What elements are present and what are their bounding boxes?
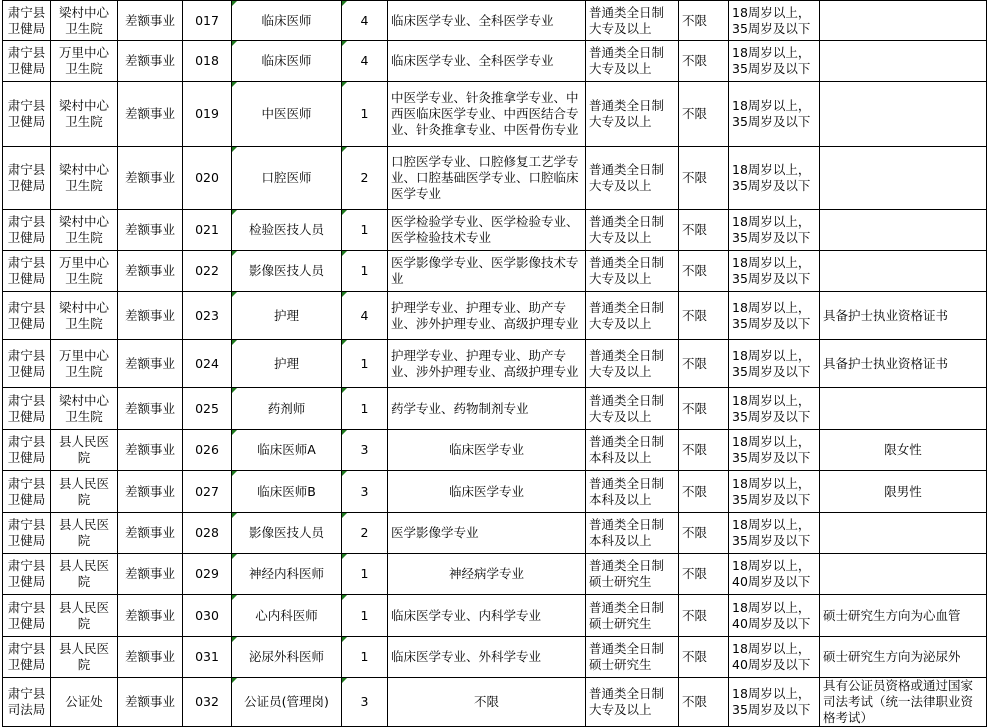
cell-post-name: 泌尿外科医师 [232, 637, 342, 678]
cell-education: 普通类全日制大专及以上 [586, 1, 679, 41]
cell-department: 肃宁县卫健局 [3, 554, 51, 595]
cell-political-status: 不限 [679, 513, 729, 554]
cell-post-name: 临床医师A [232, 430, 342, 471]
cell-major: 医学检验学专业、医学检验专业、医学检验技术专业 [388, 210, 586, 251]
cell-funding-type: 差额事业 [118, 1, 183, 41]
cell-other-requirements [820, 1, 987, 41]
cell-funding-type: 差额事业 [118, 147, 183, 210]
cell-education: 普通类全日制硕士研究生 [586, 554, 679, 595]
table-row [3, 513, 987, 554]
job-table [2, 0, 987, 727]
cell-unit: 梁村中心卫生院 [51, 292, 118, 340]
cell-major: 临床医学专业、内科学专业 [388, 595, 586, 637]
cell-post-name: 药剂师 [232, 388, 342, 430]
cell-other-requirements [820, 82, 987, 147]
cell-unit: 万里中心卫生院 [51, 41, 118, 82]
cell-post-code: 024 [183, 340, 232, 388]
cell-post-name: 检验医技人员 [232, 210, 342, 251]
cell-age: 18周岁以上，35周岁及以下 [729, 513, 820, 554]
cell-unit: 梁村中心卫生院 [51, 210, 118, 251]
cell-education: 普通类全日制本科及以上 [586, 471, 679, 513]
cell-education: 普通类全日制大专及以上 [586, 251, 679, 292]
cell-major: 临床医学专业、全科医学专业 [388, 41, 586, 82]
cell-political-status: 不限 [679, 147, 729, 210]
cell-education: 普通类全日制硕士研究生 [586, 595, 679, 637]
cell-major: 医学影像学专业 [388, 513, 586, 554]
cell-headcount: 1 [342, 82, 388, 147]
cell-post-name: 公证员(管理岗) [232, 678, 342, 727]
cell-department: 肃宁县卫健局 [3, 292, 51, 340]
cell-major: 药学专业、药物制剂专业 [388, 388, 586, 430]
cell-unit: 县人民医院 [51, 554, 118, 595]
cell-age: 18周岁以上，35周岁及以下 [729, 471, 820, 513]
cell-department: 肃宁县卫健局 [3, 82, 51, 147]
table-row [3, 430, 987, 471]
cell-post-name: 影像医技人员 [232, 513, 342, 554]
cell-unit: 县人民医院 [51, 430, 118, 471]
cell-headcount: 1 [342, 251, 388, 292]
cell-post-code: 032 [183, 678, 232, 727]
table-row [3, 388, 987, 430]
cell-major: 临床医学专业 [388, 430, 586, 471]
table-row [3, 147, 987, 210]
table-row [3, 210, 987, 251]
cell-post-code: 018 [183, 41, 232, 82]
cell-education: 普通类全日制大专及以上 [586, 678, 679, 727]
cell-department: 肃宁县卫健局 [3, 471, 51, 513]
cell-age: 18周岁以上，35周岁及以下 [729, 678, 820, 727]
cell-funding-type: 差额事业 [118, 82, 183, 147]
cell-political-status: 不限 [679, 340, 729, 388]
cell-unit: 梁村中心卫生院 [51, 1, 118, 41]
cell-department: 肃宁县卫健局 [3, 388, 51, 430]
cell-other-requirements [820, 388, 987, 430]
table-row [3, 554, 987, 595]
cell-age: 18周岁以上，40周岁及以下 [729, 554, 820, 595]
cell-post-code: 025 [183, 388, 232, 430]
cell-major: 口腔医学专业、口腔修复工艺学专业、口腔基础医学专业、口腔临床医学专业 [388, 147, 586, 210]
cell-major: 临床医学专业、全科医学专业 [388, 1, 586, 41]
cell-unit: 公证处 [51, 678, 118, 727]
cell-other-requirements [820, 513, 987, 554]
cell-department: 肃宁县卫健局 [3, 513, 51, 554]
cell-post-name: 中医医师 [232, 82, 342, 147]
cell-political-status: 不限 [679, 388, 729, 430]
cell-other-requirements [820, 41, 987, 82]
table-row [3, 292, 987, 340]
cell-headcount: 1 [342, 637, 388, 678]
cell-education: 普通类全日制大专及以上 [586, 340, 679, 388]
cell-other-requirements [820, 210, 987, 251]
cell-age: 18周岁以上，35周岁及以下 [729, 388, 820, 430]
cell-unit: 万里中心卫生院 [51, 340, 118, 388]
cell-unit: 县人民医院 [51, 595, 118, 637]
cell-headcount: 4 [342, 292, 388, 340]
cell-unit: 万里中心卫生院 [51, 251, 118, 292]
table-row [3, 82, 987, 147]
cell-headcount: 1 [342, 210, 388, 251]
cell-post-code: 020 [183, 147, 232, 210]
cell-post-code: 027 [183, 471, 232, 513]
cell-funding-type: 差额事业 [118, 388, 183, 430]
cell-funding-type: 差额事业 [118, 554, 183, 595]
cell-major: 护理学专业、护理专业、助产专业、涉外护理专业、高级护理专业 [388, 340, 586, 388]
cell-major: 临床医学专业 [388, 471, 586, 513]
cell-headcount: 1 [342, 595, 388, 637]
cell-political-status: 不限 [679, 292, 729, 340]
cell-post-code: 026 [183, 430, 232, 471]
cell-age: 18周岁以上，35周岁及以下 [729, 41, 820, 82]
cell-political-status: 不限 [679, 82, 729, 147]
cell-funding-type: 差额事业 [118, 513, 183, 554]
cell-unit: 县人民医院 [51, 471, 118, 513]
cell-other-requirements: 具有公证员资格或通过国家司法考试（统一法律职业资格考试） [820, 678, 987, 727]
cell-political-status: 不限 [679, 430, 729, 471]
cell-political-status: 不限 [679, 637, 729, 678]
cell-other-requirements: 限男性 [820, 471, 987, 513]
cell-unit: 梁村中心卫生院 [51, 147, 118, 210]
cell-political-status: 不限 [679, 554, 729, 595]
cell-unit: 梁村中心卫生院 [51, 388, 118, 430]
cell-post-code: 031 [183, 637, 232, 678]
cell-post-name: 临床医师B [232, 471, 342, 513]
cell-political-status: 不限 [679, 41, 729, 82]
cell-education: 普通类全日制本科及以上 [586, 513, 679, 554]
cell-education: 普通类全日制大专及以上 [586, 388, 679, 430]
cell-age: 18周岁以上，35周岁及以下 [729, 210, 820, 251]
cell-political-status: 不限 [679, 210, 729, 251]
table-row [3, 678, 987, 727]
cell-other-requirements: 限女性 [820, 430, 987, 471]
cell-unit: 县人民医院 [51, 513, 118, 554]
cell-department: 肃宁县卫健局 [3, 340, 51, 388]
cell-department: 肃宁县卫健局 [3, 210, 51, 251]
cell-major: 中医学专业、针灸推拿学专业、中西医临床医学专业、中西医结合专业、针灸推拿专业、中医骨伤专业 [388, 82, 586, 147]
cell-major: 临床医学专业、外科学专业 [388, 637, 586, 678]
cell-post-code: 030 [183, 595, 232, 637]
cell-headcount: 2 [342, 147, 388, 210]
cell-other-requirements: 具备护士执业资格证书 [820, 340, 987, 388]
cell-other-requirements [820, 251, 987, 292]
cell-other-requirements [820, 147, 987, 210]
cell-major: 护理学专业、护理专业、助产专业、涉外护理专业、高级护理专业 [388, 292, 586, 340]
cell-post-name: 护理 [232, 292, 342, 340]
cell-education: 普通类全日制大专及以上 [586, 147, 679, 210]
cell-headcount: 3 [342, 471, 388, 513]
cell-education: 普通类全日制大专及以上 [586, 82, 679, 147]
cell-age: 18周岁以上，35周岁及以下 [729, 147, 820, 210]
table-row [3, 340, 987, 388]
cell-age: 18周岁以上，35周岁及以下 [729, 430, 820, 471]
cell-post-code: 019 [183, 82, 232, 147]
cell-department: 肃宁县卫健局 [3, 1, 51, 41]
cell-funding-type: 差额事业 [118, 678, 183, 727]
cell-funding-type: 差额事业 [118, 637, 183, 678]
cell-major: 神经病学专业 [388, 554, 586, 595]
table-row [3, 41, 987, 82]
cell-department: 肃宁县卫健局 [3, 637, 51, 678]
cell-unit: 梁村中心卫生院 [51, 82, 118, 147]
cell-funding-type: 差额事业 [118, 210, 183, 251]
cell-education: 普通类全日制大专及以上 [586, 210, 679, 251]
cell-political-status: 不限 [679, 678, 729, 727]
cell-department: 肃宁县卫健局 [3, 41, 51, 82]
table-row [3, 595, 987, 637]
cell-funding-type: 差额事业 [118, 471, 183, 513]
cell-education: 普通类全日制本科及以上 [586, 430, 679, 471]
cell-education: 普通类全日制大专及以上 [586, 292, 679, 340]
cell-headcount: 4 [342, 41, 388, 82]
cell-post-name: 影像医技人员 [232, 251, 342, 292]
cell-age: 18周岁以上，35周岁及以下 [729, 1, 820, 41]
cell-post-name: 临床医师 [232, 41, 342, 82]
cell-post-name: 临床医师 [232, 1, 342, 41]
cell-other-requirements [820, 554, 987, 595]
cell-other-requirements: 硕士研究生方向为心血管 [820, 595, 987, 637]
cell-political-status: 不限 [679, 1, 729, 41]
cell-political-status: 不限 [679, 251, 729, 292]
cell-political-status: 不限 [679, 471, 729, 513]
cell-funding-type: 差额事业 [118, 430, 183, 471]
cell-headcount: 2 [342, 513, 388, 554]
cell-funding-type: 差额事业 [118, 41, 183, 82]
cell-headcount: 3 [342, 430, 388, 471]
cell-headcount: 4 [342, 1, 388, 41]
cell-major: 不限 [388, 678, 586, 727]
cell-headcount: 1 [342, 388, 388, 430]
cell-post-name: 心内科医师 [232, 595, 342, 637]
cell-department: 肃宁县司法局 [3, 678, 51, 727]
table-row [3, 1, 987, 41]
cell-post-code: 017 [183, 1, 232, 41]
cell-department: 肃宁县卫健局 [3, 595, 51, 637]
cell-education: 普通类全日制硕士研究生 [586, 637, 679, 678]
cell-post-name: 口腔医师 [232, 147, 342, 210]
cell-post-code: 028 [183, 513, 232, 554]
cell-post-code: 022 [183, 251, 232, 292]
cell-post-code: 029 [183, 554, 232, 595]
cell-headcount: 3 [342, 678, 388, 727]
cell-education: 普通类全日制大专及以上 [586, 41, 679, 82]
cell-age: 18周岁以上，35周岁及以下 [729, 82, 820, 147]
cell-age: 18周岁以上，35周岁及以下 [729, 292, 820, 340]
cell-age: 18周岁以上，35周岁及以下 [729, 251, 820, 292]
cell-other-requirements: 具备护士执业资格证书 [820, 292, 987, 340]
cell-headcount: 1 [342, 554, 388, 595]
table-row [3, 471, 987, 513]
cell-post-name: 护理 [232, 340, 342, 388]
table-row [3, 251, 987, 292]
cell-department: 肃宁县卫健局 [3, 251, 51, 292]
cell-political-status: 不限 [679, 595, 729, 637]
cell-age: 18周岁以上，40周岁及以下 [729, 637, 820, 678]
cell-department: 肃宁县卫健局 [3, 147, 51, 210]
cell-post-code: 021 [183, 210, 232, 251]
cell-major: 医学影像学专业、医学影像技术专业 [388, 251, 586, 292]
cell-department: 肃宁县卫健局 [3, 430, 51, 471]
cell-funding-type: 差额事业 [118, 251, 183, 292]
cell-headcount: 1 [342, 340, 388, 388]
cell-post-name: 神经内科医师 [232, 554, 342, 595]
cell-post-code: 023 [183, 292, 232, 340]
cell-other-requirements: 硕士研究生方向为泌尿外 [820, 637, 987, 678]
cell-funding-type: 差额事业 [118, 595, 183, 637]
cell-funding-type: 差额事业 [118, 340, 183, 388]
cell-funding-type: 差额事业 [118, 292, 183, 340]
cell-unit: 县人民医院 [51, 637, 118, 678]
cell-age: 18周岁以上，35周岁及以下 [729, 340, 820, 388]
cell-age: 18周岁以上，40周岁及以下 [729, 595, 820, 637]
table-row [3, 637, 987, 678]
